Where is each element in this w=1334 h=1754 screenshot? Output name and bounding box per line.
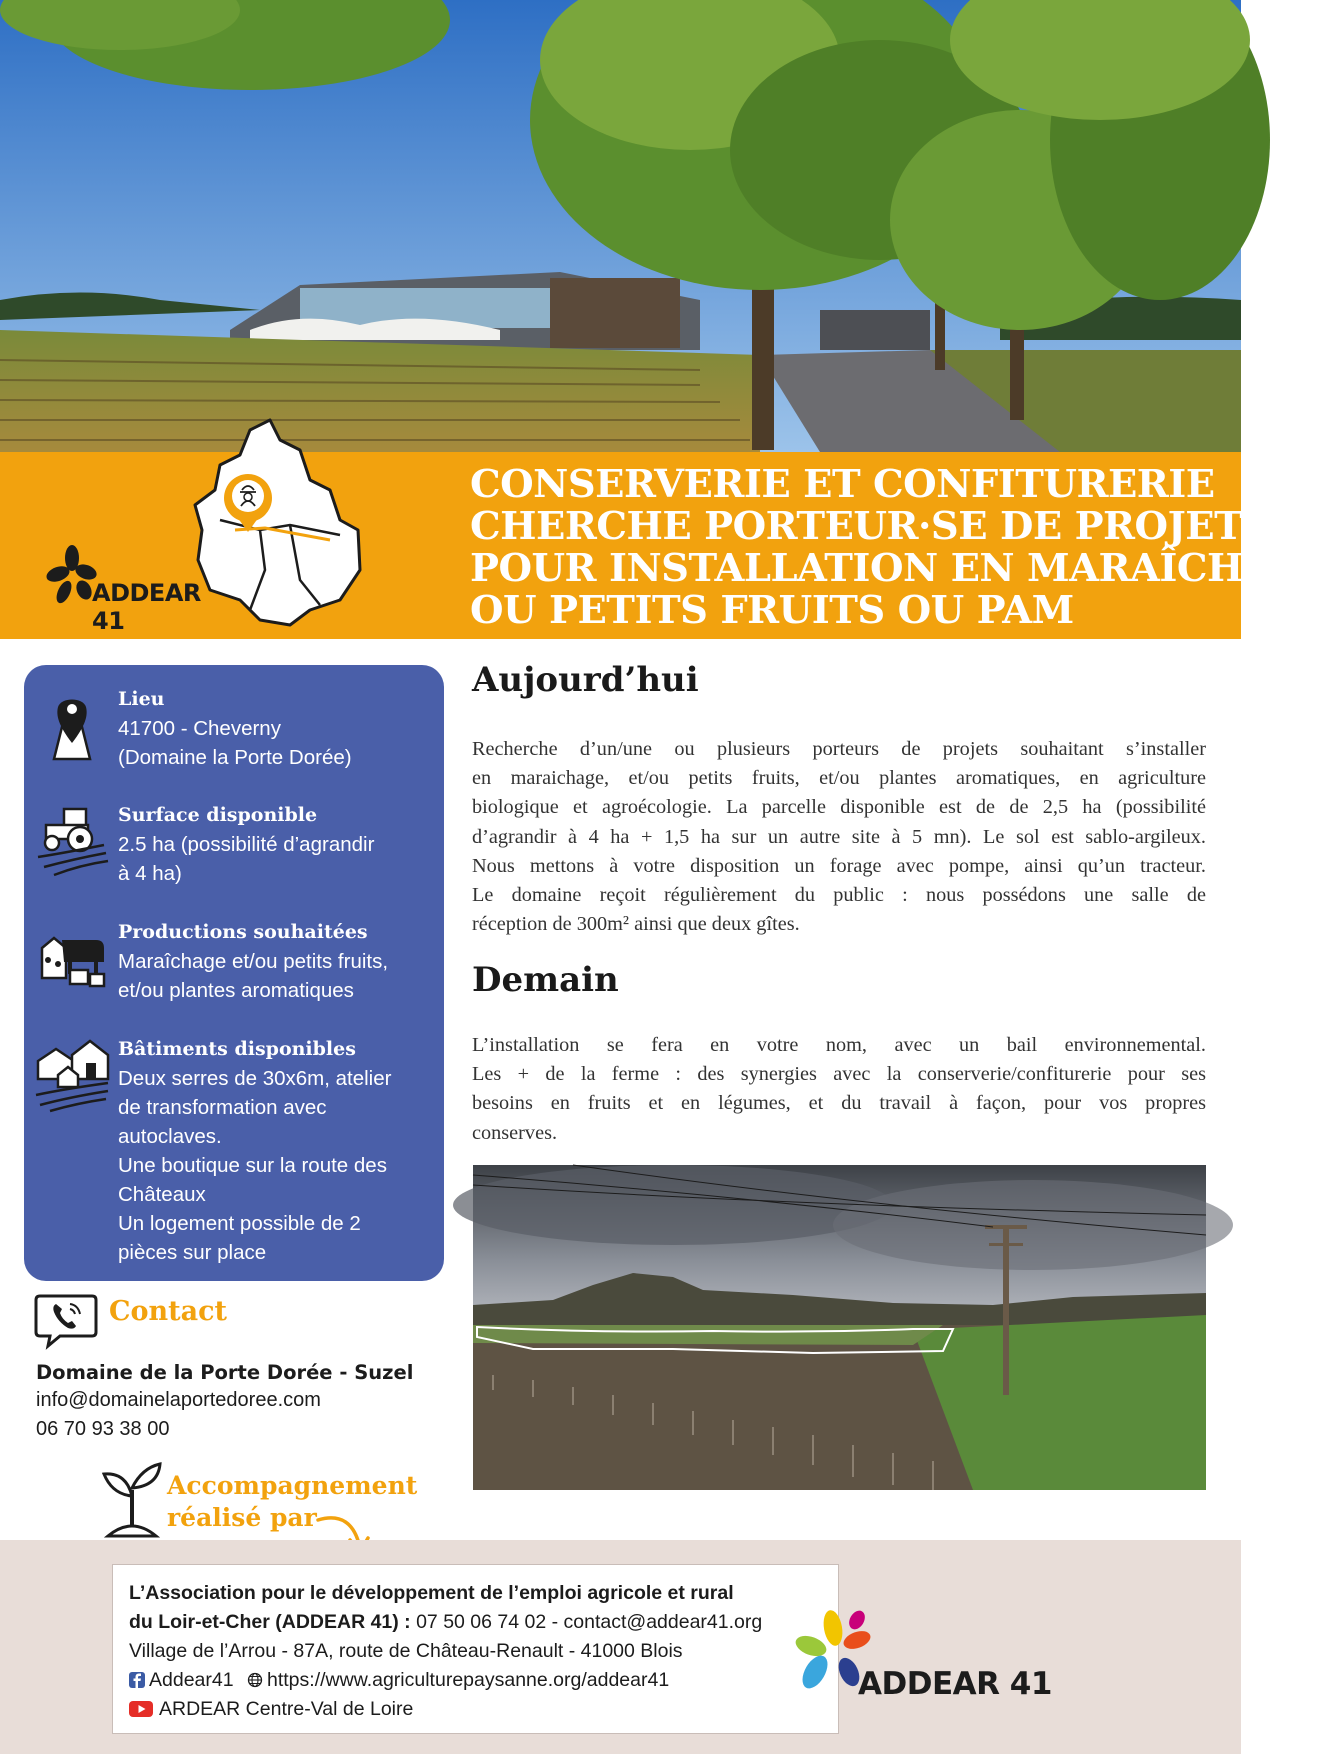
section-heading-today: Aujourd’hui (472, 660, 699, 700)
facebook-link[interactable]: Addear41 (149, 1669, 234, 1691)
contact-heading: Contact (109, 1296, 228, 1327)
accompaniment-line: réalisé par (167, 1503, 317, 1532)
paragraph-line: conserves. (472, 1121, 558, 1144)
paragraph-line: besoins en fruits et en légumes, et du travail à façon, pour vos propres (472, 1092, 1206, 1115)
website-link[interactable]: https://www.agriculturepaysanne.org/addear41 (267, 1669, 670, 1691)
addear-logo-text: ADDEAR 41 (858, 1666, 1052, 1702)
paragraph-line: L’installation se fera en votre nom, avec un bail environnemental. (472, 1034, 1206, 1056)
info-label: Productions souhaitées (118, 921, 368, 943)
location-pin-icon (34, 685, 110, 761)
title-banner (0, 452, 1334, 639)
association-name: L’Association pour le développement de l’emploi agricole et rural (129, 1582, 734, 1604)
association-address: Village de l’Arrou - 87A, route de Château-Renault - 41000 Blois (129, 1640, 683, 1662)
page-title (470, 462, 1334, 633)
info-value: Châteaux (118, 1183, 206, 1206)
title-line: OU PETITS FRUITS OU PAM (470, 588, 1074, 633)
youtube-icon (129, 1701, 153, 1717)
paragraph-line: en maraichage, et/ou petits fruits, et/ou plantes aromatiques, en agriculture (472, 767, 1206, 790)
globe-icon (247, 1672, 263, 1688)
farm-buildings-icon (34, 1035, 110, 1111)
info-label: Bâtiments disponibles (118, 1038, 356, 1060)
paragraph-today (472, 735, 1206, 939)
paragraph-line: Le domaine reçoit régulièrement du public : nous possédons une salle de (472, 884, 1206, 907)
youtube-link[interactable]: ARDEAR Centre-Val de Loire (159, 1698, 414, 1720)
info-label: Lieu (118, 688, 165, 710)
accompaniment-heading (167, 1470, 417, 1534)
info-value: à 4 ha) (118, 862, 182, 885)
info-value: Maraîchage et/ou petits fruits, (118, 950, 389, 973)
contact-email[interactable]: info@domainelaportedoree.com (36, 1389, 321, 1411)
addear-flower-icon (48, 544, 96, 608)
info-label: Surface disponible (118, 804, 318, 826)
paragraph-line: biologique et agroécologie. La parcelle disponible est de de 2,5 ha (possibilité (472, 796, 1206, 819)
phone-speech-bubble-icon (34, 1290, 98, 1348)
contact-phone[interactable]: 06 70 93 38 00 (36, 1418, 170, 1440)
title-line: CONSERVERIE ET CONFITURERIE (470, 462, 1215, 507)
info-value: pièces sur place (118, 1241, 267, 1264)
info-value: Une boutique sur la route des (118, 1154, 387, 1177)
title-line: POUR INSTALLATION EN MARAÎCHAGE (470, 546, 1334, 591)
addear-logo-text: ADDEAR 41 (92, 579, 201, 635)
paragraph-line: Les + de la ferme : des synergies avec la conserverie/confiturerie pour ses (472, 1063, 1206, 1086)
facebook-icon (129, 1672, 145, 1688)
paragraph-line: Nous mettons à votre disposition un forage avec pompe, ainsi qu’un tracteur. (472, 854, 1206, 877)
info-value: autoclaves. (118, 1125, 222, 1148)
association-name-suffix: du Loir-et-Cher (ADDEAR 41) : (129, 1611, 411, 1633)
title-line: CHERCHE PORTEUR·SE DE PROJET (470, 504, 1243, 549)
paragraph-line: réception de 300m² ainsi que deux gîtes. (472, 913, 800, 936)
tractor-icon (34, 801, 110, 877)
info-value: 2.5 ha (possibilité d’agrandir (118, 833, 375, 856)
footer (0, 1540, 1241, 1754)
info-value: 41700 - Cheverny (118, 717, 281, 740)
seedling-icon (98, 1460, 166, 1540)
hero-photo (0, 0, 1241, 452)
info-value: (Domaine la Porte Dorée) (118, 746, 352, 769)
accompaniment-line: Accompagnement (167, 1471, 418, 1500)
paragraph-line: d’agrandir à 4 ha + 1,5 ha sur un autre site à 5 mn). Le sol est sablo-argileux. (472, 825, 1206, 848)
info-value: Un logement possible de 2 (118, 1212, 361, 1235)
livestock-produce-icon (34, 918, 110, 994)
loir-et-cher-map-icon (190, 410, 370, 635)
association-info-box (112, 1564, 839, 1734)
info-value: Deux serres de 30x6m, atelier (118, 1067, 392, 1090)
association-contact: 07 50 06 74 02 - contact@addear41.org (410, 1611, 763, 1633)
field-photo (473, 1165, 1206, 1490)
paragraph-line: Recherche d’un/une ou plusieurs porteurs de projets souhaitant s’installer (472, 738, 1206, 760)
paragraph-tomorrow (472, 1031, 1206, 1148)
contact-name: Domaine de la Porte Dorée - Suzel (36, 1361, 414, 1384)
info-value: et/ou plantes aromatiques (118, 979, 354, 1002)
info-value: de transformation avec (118, 1096, 327, 1119)
info-panel (24, 665, 444, 1281)
section-heading-tomorrow: Demain (472, 960, 619, 1000)
